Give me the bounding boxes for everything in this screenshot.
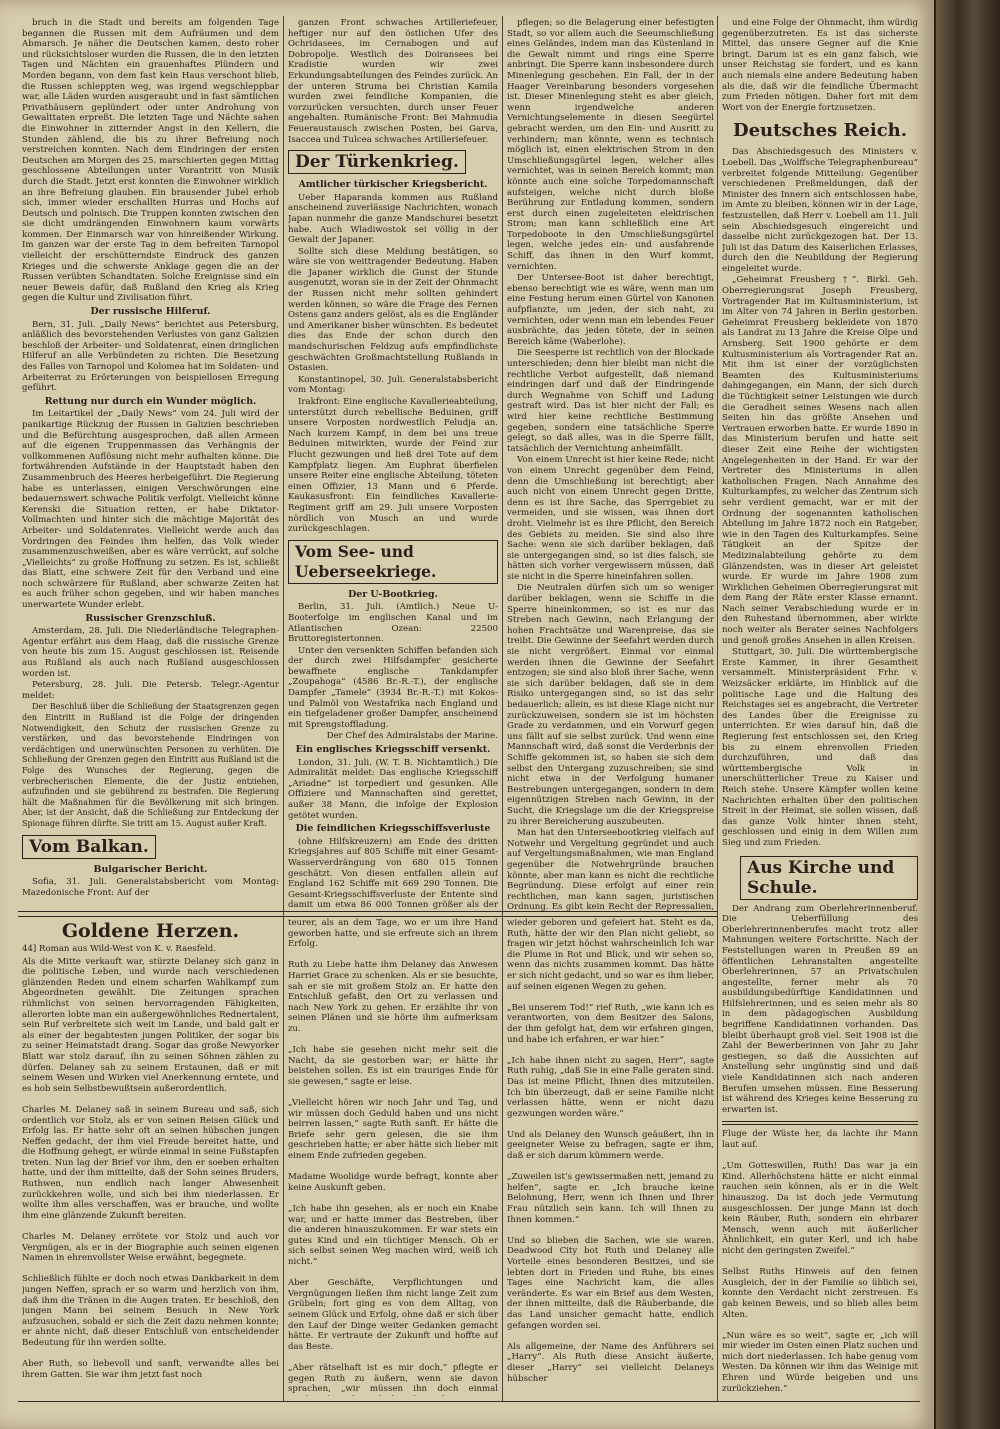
article-blockade-6: Man hat den Unterseebootkrieg vielfach auf Notwehr und Vergeltung gegründet und auch auf Vergeltungsmaßnahmen, wie man England gegenüber die Notwehrgründe brauchen könnte, aber man kann es nicht die rechtliche Begründung. Diese erfolgt auf einer rein rechtlichen, man kann sagen, juristischen Ordnung. Es gibt kein Recht der Repressalien, [507,828,714,911]
column-3 [507,18,714,911]
headline-russian-plea: Der russische Hilferuf. [90,306,211,318]
page-bottom-rule [18,1401,920,1402]
book-binding [936,0,1000,1429]
article-enemy-losses: (ohne Hilfskreuzern) am Ende des dritten Kriegsjahres auf 805 Schiffe mit einer Gesamt-Wasserverdrängung von 680 015 Tonnen geschätzt. Von diesen entfallen allein auf England 162 Schiffe mit 669 290 Tonnen. Die Gesamt-Kriegsschiffsverluste der Entente sind damit um etwa 86 000 Tonnen größer als der [288,836,498,911]
article-constantinople-dateline: Konstantinopel, 30. Juli. Generalstabsbericht vom Montag: [288,374,498,396]
serial-byline: 44] Roman aus Wild-West von K. v. Raesfeld. [22,944,216,954]
section-heading-sea-war: Vom See- und Ueberseekriege. [288,540,498,584]
article-blockade-5: Die Neutralen dürfen sich um so weniger darüber beklagen, wenn sie Schiffe in die Sperre hineinkommen, so ist es nur das Streben nach Gewinn, nach Erlangung der hohen Frachtsätze und Warenpreise, das sie treibt. Die Gewinne der Seefahrt werden durch sie nicht vergrößert. Einmal vor einmal werden ihnen die Gewinne der Seefahrt entzogen; sie sind also bloß ihrer Sache, wenn sie sich darüber beklagen, daß sie in dem Risiko untergegangen sind, so ist das sehr bedauerlich; allein, es ist diese Klage nicht nur zurückzuweisen, sondern sie ist im höchsten Grade zu verdammen, und ein Vorwurf gegen uns fällt auf sie selbst zurück. Und wenn eine Mannschaft wird, daß sonst die Verderbnis der Schiffe gekommen ist, so haben sie sich dem selbst den Untergang zuzuschreiben; sie sind nicht etwa in der Verfolgung humaner Bestrebungen untergegangen, sondern in dem eigennützigen Streben nach Gewinn, in der Sucht, die Kriegslage um die der Kriegspreise zu ihrer Bereicherung auszubeuten. [507,583,714,827]
headline-bulgarian-report: Bulgarischer Bericht. [93,863,208,875]
headline-rescue-miracle: Rettung nur durch ein Wunder möglich. [44,395,257,407]
article-rescue-miracle: Im Leitartikel der „Daily News“ vom 24. Juli wird der panikartige Rückzug der Russen in Galizien beschrieben und die Befürchtung ausgesprochen, daß allen Armeen auf die eigenen Truppenmassen das Verhängnis der vollkommenen Auflösung nicht mehr aufhalten könne. Die fortwährenden Aufstände in der Hauptstadt haben den Zusammenbruch des Heeres herbeigeführt. Die Regierung habe es unterlassen, einigen Verschwörungen eine bedauernswert schwache Politik verfolgt. Vielleicht könne Kerenski die Situation retten, er habe Diktator-Vollmachten und hinter sich die mächtige Majorität des Arbeiter- und Soldatenrates. Vielleicht werde auch das Vordringen des Feindes ihm helfen, das Volk wieder zusammenzuschweißen, aber es wäre verrückt, auf solche „Vielleichts“ zu große Hoffnung zu setzen. Es ist, schließt das Blatt, eine schwere Zeit für den Verband und eine noch schwärzere für Rußland, aber schwarze Zeiten hat es auch früher schon gegeben, und wir haben manches unerwartete Wunder erlebt. [22,409,279,611]
headline-border-closure: Russischer Grenzschluß. [85,612,216,624]
article-energy-conclusion: und eine Folge der Ohnmacht, ihm würdig gegenüberzutreten. Es ist das sicherste Mittel, das unsere Gegner auf die Knie bringt. Darum ist es ein ganz falsch, wie unser Reichstag sie fordert, und es kann auch niemals eine andere Bedeutung haben als die, daß wir die feindliche Übermacht zum Frieden nötigen. Daher fort mit dem Wort von der Energie fortzusetzen. [722,18,918,113]
headline-turkish-report: Amtlicher türkischer Kriegsbericht. [298,179,488,191]
article-loebell: Das Abschiedsgesuch des Ministers v. Loebell. Das „Wolffsche Telegraphenbureau“ verbreitet folgende Mitteilung: Gegenüber verschiedenen Preßmeldungen, daß der Minister des Innern sich entschlossen habe, im Amte zu bleiben, können wir in der Lage, festzustellen, daß Herr v. Loebell am 11. Juli sein Abschiedsgesuch eingereicht und dasselbe nicht zurückgezogen hat. Der 13. Juli ist das Datum des Kaiserlichen Erlasses, durch den die Neubildung der Regierung eingeleitet wurde. [722,147,918,274]
serial-text-1: Als die Mitte verkauft war, stürzte Delaney sich ganz in die politische Leben, und wurde nach verschiedenen glänzenden Reden und einem scharfen Wahlkampf zum Abgeordneten gewählt. Die Zeitungen sprachen rühmlichst von seinen hervorragenden Fähigkeiten, allerorten lobte man ein außergewöhnliches Rednertalent, sein Ruf verbreitete sich weit im Lande, und bald galt er als einer der begabtesten jungen Politiker, der sogar bis zu seiner Heimatstadt drang. Sogar das große Newyorker Blatt war stolz darauf, ihn zu seinen Söhnen zählen zu dürfen. Delaney sah zu seinem Erstaunen, daß er mit seinem Wesen und Wirken viel Anerkennung erntete, und es hob sein Selbstbewußtsein außerordentlich. Charles M. Delaney saß in seinem Bureau und saß, sich ordentlich vor Stolz, als er von seinen Reisen Glück und Erfolg las. Er hatte sehr oft an seinen hübschen jungen Neffen gedacht, der ihm viel Freude bereitet hatte, und die Hoffnung gehegt, er würde einmal in seine Fußstapfen treten. Nun lag der Brief vor ihm, den er soeben erhalten hatte, und der ihm mitteilte, daß der Sohn seines Bruders, Ruthwen, nun endlich nach langer Abwesenheit zurückkehren wolle, und sich bei ihm niederlassen. Er wollte ihm alles verschaffen, was er brauche, und wollte ihm eine glänzende Zukunft bereiten. Charles M. Delaney errötete vor Stolz und auch vor Vergnügen, als er in der Biographie auch seinen eigenen Namen in ehrenvollster Weise erwähnt, begegnete. Schließlich fühlte er doch noch etwas Dankbarkeit in dem jungen Neffen, sprach er so warm und herzlich von ihm, daß ihm die Tränen in die Augen traten. Er beschloß, den jungen Mann bei seinem Besuch in New York aufzusuchen, sobald er sich die Zeit dazu nehmen konnte; er ahnte nicht, daß dieser Entschluß von entscheidender Bedeutung für ihn werden sollte. Aber Ruth, so liebevoll und sanft, verwandte alles bei ihrem Gatten. Sie war ihm jetzt fast noch [22,956,279,1380]
serial-divider [18,911,717,917]
column-rule-2 [502,16,503,1401]
article-freusberg: „Geheimrat Freusberg †“. Birkl. Geh. Oberregierungsrat Joseph Freusberg, Vortragender Rat im Kultusministerium, ist im Alter von 74 Jahren in Berlin gestorben. Geheimrat Freusberg bekleidete von 1870 als Landrat zu 13 Jahre die Kreise Olpe und Arnsberg. Seit 1900 gehörte er dem Kultusministerium als Vortragender Rat an. Mit ihm ist einer der vorzüglichsten Beamten des Kultusministeriums dahingegangen, ein Mann, der sich durch die Tüchtigkeit seiner Leistungen wie durch die Geradheit seines Wesens nach allen Seiten hin das größte Ansehen und Vertrauen erworben hatte. Er wurde 1890 in das Ministerium berufen und hatte seit dieser Zeit eine Reihe der wichtigsten Angelegenheiten in der Hand. Er war der Vertreter des Ministeriums in allen katholischen Fragen. Nach Annahme des Kulturkampfes, zu welcher das Zentrum sich sehr verdient gemacht, war er mit der Ordnung der sogenannten katholischen Abteilung im Jahre 1872 noch ein Ratgeber, wie in den Tagen des Kulturkampfes. Seine Tätigkeit an der Spitze der Medizinalabteilung gehörte zu dem Glänzendsten, was in dieser Art geleistet wurde. Er wurde im Jahre 1908 zum Wirklichen Geheimen Oberregierungsrat mit dem Rang der Räte erster Klasse ernannt. Nach seiner Verabschiedung wurde er in den Ruhestand übernommen, aber wirkte noch weiter als Berater seines Nachfolgers und genoß großes Ansehen in allen Kreisen. [722,275,918,646]
article-ariadne: London, 31. Juli. (W. T. B. Nichtamtlich.) Die Admiralität meldet: Das englische Kriegsschiff „Ariadne“ ist torpediert und gesunken. Alle Offiziere und Mannschaften sind gerettet, außer 38 Mann, die infolge der Explosion getötet wurden. [288,757,498,821]
section-heading-church-school: Aus Kirche und Schule. [740,856,918,900]
serial-column-2 [288,918,498,1396]
article-irak-front: Irakfront: Eine englische Kavallerieabteilung, unterstützt durch rebellische Beduinen, griff unsere Vorposten nordwestlich Feludja an. Nach kurzem Kampf, in dem bei uns treue Beduinen mitwirkten, wurde der Feind zur Flucht gezwungen und ließ drei Tote auf dem Kampfplatz liegen. Am Euphrat überfielen unsere Reiter eine englische Abteilung, töteten einen Offizier, 13 Mann und 6 Pferde. Kaukasusfront: Ein feindliches Kavallerie-Regiment griff am 29. Juli unsere Vorposten nördlich von Musch an und wurde zurückgeschlagen. [288,397,498,535]
serial-text-4: Fluge der Wüste her, da lachte ihr Mann laut auf. „Um Gotteswillen, Ruth! Das war ja ein Kind. Allerhöchstens hätte er nicht einmal rauchen sein können, als er in die Welt hinauszog. Da ist doch jede Vermutung ausgeschlossen. Der junge Mann ist doch kein Räuber, Ruth, sondern ein ehrbarer Mensch, wenn auch mit äußerlicher Ähnlichkeit, ein guter Kerl, und ich habe nicht den geringsten Zweifel.“ Selbst Ruths Hinweis auf den feinen Ausgleich, der in der Familie so üblich sei, konnte den Verdacht nicht zerstreuen. Es gab keinen Beweis, und so blieb alles beim Alten. „Nun wäre es so weit“, sagte er, „ich will mir wieder im Osten einen Platz suchen und mich dort niederlassen. Ich habe genug vom Westen. Da können wir ihm das Weinige mit Ehren und Würde beigeben und uns zurückziehen.“ [722,1129,918,1394]
serial-title: Goldene Herzen. [61,920,240,942]
article-bulgarian-report: Sofia, 31. Juli. Generalstabsbericht vom Montag: Mazedonische Front: Auf der [22,877,279,898]
serial-text-3: wieder geboren und gefeiert hat. Steht es da, Ruth, hätte der wir den Plan nicht geliebt, so fragen wir jetzt höchst wahrscheinlich Ich war die Plume in Rot und Blick, und wir sehen so, wenn das nichts zusammen kommt. Das hätte er sich nicht gedacht, und so war es ihm lieber, auf seinen eigenen Wegen zu gehen. „Bei unserem Tod!“ rief Ruth, „wie kann ich es verantworten, von dem Besitzer des Salons, der ihm gefolgt hat, dem wir erfahren gingen, und habe ich erfahren, er war hier.“ „Ich habe ihnen nicht zu sagen, Herr“, sagte Ruth ruhig, „daß Sie in eine Falle geraten sind. Das ist meine Pflicht, Ihnen dies mitzuteilen. Ich bin überzeugt, daß er seine Familie nicht verlassen hätte, wenn er nicht dazu gezwungen worden wäre.“ Und als Delaney den Wunsch geäußert, ihn in geeigneter Weise zu befragen, sagte er ihm, daß er sich darum kümmern werde. „Zuweilen ist’s gewissermaßen nett, jemand zu helfen“, sagte er. „Ich brauche keine Belohnung, Herr, wenn ich Ihnen und Ihrer Frau nützlich sein kann. Ich will Ihnen zu Ihnen kommen.“ Und so blieben die Sachen, wie sie waren. Deadwood City bot Ruth und Delaney alle Vorteile eines besonderen Besitzes, und sie lebten dort in Frieden und Ruhe, bis eines Tages eine Nachricht kam, die alles veränderte. Es war ein Brief aus dem Westen, der ihnen mitteilte, daß die Räuberbande, die das Land unsicher gemacht hatte, endlich gefangen worden sei. Als allgemeine, der Name des Anführers sei „Harry“. Als Ruth diese Ansicht äußerte, dieser „Harry“ sei vielleicht Delaneys hübscher [507,918,714,1384]
article-japan-analysis: Sollte sich diese Meldung bestätigen, so wäre sie von weittragender Bedeutung. Haben die Japaner wirklich die Gunst der Stunde ausgenutzt, woran sie in der Zeit der Ohnmacht der Russen nicht mehr sollten gehindert werden können, so wäre die Frage des Fernen Ostens ganz anders gelöst, als es die Engländer und Amerikaner bisher wünschten. Es bedeutet dies das Ende der schon durch den mandschurischen Feldzug aufs empfindlichste geschwächten Großmachtstellung Rußlands in Ostasien. [288,246,498,374]
article-border-decree: Der Beschluß über die Schließung der Staatsgrenzen gegen den Eintritt in Rußland ist die Folge der dringenden Notwendigkeit, den Schutz der russischen Grenze zu verstärken, und das bevorstehende Eindringen von verdächtigen und unerwünschten Personen zu verhüten. Die Schließung der Grenzen gegen den Eintritt aus Rußland ist die Folge des Wunsches der Regierung, gegen die verbrecherischen Elemente, die der Justiz entziehen, aufzufinden und sie gebührend zu bestrafen. Die Regierung hält die Maßnahmen für die Bevölkerung mit sich bringen. Aber, ist der Ansicht, daß die Schließung zur Entdeckung der Spionage führen dürfte. Sie tritt am 15. August außer Kraft. [22,702,279,828]
headline-uboat-war: Der U-Bootkrieg. [348,588,438,600]
article-blockade-4: Von einem Unrecht ist hier keine Rede; nicht von einem Unrecht gegenüber dem Feind, denn die Umschließung ist berechtigt; aber auch nicht von einem Unrecht gegen Dritte, denn es ist ihre Sache, das Sperrgebiet zu vermeiden, und sie wissen, was ihnen dort droht. Vielmehr ist es ihre Pflicht, den Bereich des Gebiets zu meiden. Sie sind also ihre Sache: wenn sie sich darüber beklagen, daß sie untergegangen sind, so ist dies falsch, sie hätten sich vorher vergewissern müssen, daß sie nicht in die Sperre hineinfahren sollen. [507,455,714,582]
section-heading-balkan: Vom Balkan. [22,835,156,859]
serial-divider-col4 [722,1121,918,1125]
article-blockade-1: pflegen; so die Belagerung einer befestigten Stadt, so vor allem auch die Seeumschließung eines Geländes, indem man das Küstenland in die Gewalt nimmt und rings eine Sperre anbringt. Die Sperre kann insbesondere durch Minenlegung geschehen. Ein Fall, der in der Haager Vereinbarung besonders vorgesehen ist. Dieser Minenlegung steht es aber gleich, wenn irgendwelche anderen Vernichtungselemente in diesen Seegürtel gebracht werden, um den Ein- und Ausritt zu verhindern; man könnte, wenn es technisch möglich ist, einen elektrischen Strom in den Umschließungsgürtel legen, welcher alles vernichtet, was in seinen Bereich kommt; man könnte auch eine solche Torpedomannschaft aufsteigen, welche nicht durch bloße Berührung zur Entladung kommen, sondern erst durch einen zugeleiteten elektrischen Strom; man kann schließlich eine Art Torpedoboote in den Umschließungsgürtel legen, welche jedes ein- und ausfahrende Schiff, das ihnen in den Wurf kommt, vernichten. [507,18,714,272]
column-rule-3 [717,16,718,1401]
article-teacher-profession: Der Andrang zum Oberlehrerinnenberuf. Die Ueberfüllung des Oberlehrerinnenberufes macht trotz aller Mahnungen weitere Fortschritte. Nach der Feststellungen waren in Preußen 89 an öffentlichen Lehranstalten angestellte Oberlehrerinnen, 57 an Privatschulen angestellte, ferner mehr als 70 ausbildungsbedürftige Kandidatinnen und Hilfslehrerinnen, und es seien mehr als 80 in dem pädagogischen Ausbildung begriffene Kandidatinnen vorhanden. Das bleibt überhaupt groß viel. Seit 1908 ist die Zahl der Bewerberinnen von Jahr zu Jahr gestiegen, so daß die Aussichten auf Anstellung sehr ungünstig sind und daß viele Kandidatinnen sich nach anderen Berufen umsehen müssen. Eine Besserung ist während des Krieges keine Besserung zu erwarten ist. [722,903,918,1115]
article-border-amsterdam: Amsterdam, 28. Juli. Die Niederländische Telegraphen-Agentur erfährt aus dem Haag, daß die russische Grenze von heute bis zum 15. August geschlossen ist. Reisende aus Rußland als auch nach Rußland ausgeschlossen worden ist. [22,626,279,679]
article-border-petersburg: Petersburg, 28. Juli. Die Petersb. Telegr.-Agentur meldet: [22,680,279,701]
section-heading-turkish-war: Der Türkenkrieg. [288,150,466,174]
article-uboat-sunk-ships: Unter den versenkten Schiffen befanden sich der durch zwei Hilfsdampfer gesicherte bewaffnete englische Tankdampfer „Zoupahoga“ (4586 Br.-R.-T.), der englische Dampfer „Tamele“ (3934 Br.-R.-T.) mit Kokos- und Palmöl von Westafrika nach England und ein tiefgeladener großer Dampfer, anscheinend mit Sprengstoffladung. [288,645,498,730]
serial-text-2: teurer, als an dem Tage, wo er um ihre Hand geworben hatte, und sie erfreute sich an ihrem Erfolg. Ruth zu Liebe hatte ihm Delaney das Anwesen Harriet Grace zu schenken. Als er sie besuchte, sah er sie mit großem Stolz an. Er hatte den Entschluß gefaßt, den Ort zu verlassen und nach New York zu gehen. Er erzählte ihr von seinen Plänen und sie hörte ihm aufmerksam zu. „Ich habe sie gesehen nicht mehr seit die Nacht, da sie gestorben war; er hätte ihr beistehen sollen. Es ist ein trauriges Ende für sie gewesen,“ sagte er leise. „Vielleicht hören wir noch Jahr und Tag, und wir müssen doch Geduld haben und uns nicht beirren lassen,“ sagte Ruth sanft. Er hätte die Briefe sehr gern gelesen, die sie ihm geschrieben hatte; er aber hätte sich lieber mit einem Ende zufrieden gegeben. Madame Woolidge wurde befragt, konnte aber keine Auskunft geben. „Ich habe ihn gesehen, als er noch ein Knabe war, und er hatte immer das Bestreben, über die anderen hinauszukommen. Er war stets ein gutes Kind und ein tüchtiger Mensch. Ob er sich selbst seinen Weg machen wird, weiß ich nicht.“ Aber Geschäfte, Verpflichtungen und Vergnügungen ließen ihm nicht lange Zeit zum Grübeln; fort ging es von dem Alltag, von seinem Glück und Erfolg, ohne daß er sich über den Lauf der Dinge weiter Gedanken gemacht hätte. Er vertraute der Zukunft und hoffte auf das Beste. „Aber rätselhaft ist es mir doch,“ pflegte er gegen Ruth zu äußern, wenn sie davon sprachen, „wir müssen ihn doch einmal [288,918,498,1395]
column-1 [22,18,279,911]
column-2 [288,18,498,911]
headline-enemy-losses: Die feindlichen Kriegsschiffsverluste [295,823,491,835]
article-tarnopol-text: bruch in die Stadt und bereits am folgenden Tage begannen die Russen mit dem Aufräumen und dem Abmarsch. Je näher die Deutschen kamen, desto roher und rücksichtsloser wurden die Russen, die in den letzten Tagen und Nächten ein grauenhaftes Plündern und Morden begann, von dem fast kein Haus verschont blieb, die Russen schleppten weg, was irgend wegschleppbar war, alle Läden wurden ausgeraubt und in fast sämtlichen Privathäusern geplündert oder unter Androhung von Gewalttaten erpreßt. Die letzten Tage und Nächte sahen die Einwohner in zitternder Angst in den Kellern, die Stunden zählend, die bis zu ihrer Befreiung noch verstreichen konnten. Nach dem Eindringen der ersten Deutschen am Morgen des 25. marschierten gegen Mittag geschlossene Abteilungen unter Vorantritt von Musik durch die Stadt. Jetzt erst konnten die Einwohner wirklich an ihre Befreiung glauben. Ein brausender Jubel erhob sich, immer wieder erschallten Hurras und Hochs auf Deutsch und polnisch. Die Truppen konnten zwischen den sie dicht umdrängenden Einwohnern kaum vorwärts kommen. Der Einmarsch war von hinreißender Wirkung. Im ganzen war der erste Tag in dem befreiten Tarnopol vielleicht der erschütterndste Eindruck des ganzen Krieges und die schwerste Anklage gegen die an der Russen verübten Schandtaten. Solche Ereignisse sind ein neuer Beweis dafür, daß Rußland den Krieg als Krieg gegen die Kultur und Zivilisation führt. [22,18,279,304]
article-japan-manchuria: Ueber Haparanda kommen aus Rußland anscheinend zuverlässige Nachrichten, wonach Japan nunmehr die ganze Mandschurei besetzt habe. Auch Wladiwostok sei völlig in der Gewalt der Japaner. [288,192,498,246]
article-blockade-2: Der Untersee-Boot ist daher berechtigt, ebenso berechtigt wie es wäre, wenn man um eine Festung herum einen Gürtel von Kanonen aufpflanzte, um jeden, der sich naht, zu vernichten, oder wenn man ein lebendes Feuer ausbrächte, das jeden tötete, der in seinen Bereich käme (Waberlohe). [507,273,714,347]
article-blockade-3: Die Seesperre ist rechtlich von der Blockade unterschieden; denn hier bleibt man nicht die rechtliche Verbot aufgestellt, daß niemand eindringen darf und daß der Eindringende durch Wegnahme von Schiff und Ladung gestraft wird. Das ist hier nicht der Fall; es wird hier keine rechtliche Bestimmung gegeben, sondern eine tatsächliche Sperre gelegt, so daß alles, was in die Sperre fällt, tatsächlich der Vernichtung anheimfällt. [507,348,714,454]
article-balkan-continued: ganzen Front schwaches Artilleriefeuer, heftiger nur auf den östlichen Ufer des Ochridasees, im Cernabogen und auf Dobropolje. Westlich des Doiransees bei Kradistie wurden wir zwei Erkundungsabteilungen des Feindes zurück. An der unteren Struma bei Christian Kamila wurden zwei feindliche Kompanien, die vorzurücken versuchten, durch unser Feuer angehalten. Rumänische Front: Bei Mahmudia Feueraustausch zwischen Posten, bei Garva, Isaccea und Tulcea schwaches Artilleriefeuer. [288,18,498,145]
article-russian-plea: Bern, 31. Juli. „Daily News“ berichtet aus Petersburg, anläßlich des bevorstehenden Verlustes von ganz Galizien beschloß der Arbeiter- und Soldatenrat, einen dringlichen Hilferuf an alle Verbündeten zu richten. Die Besetzung des Falles von Tarnopol und Kolomea hat im Soldaten- und Arbeiterrat zu Erörterungen von beispiellosen Erregung geführt. [22,319,279,394]
article-uboat-berlin: Berlin, 31. Juli. (Amtlich.) Neue U-Booterfolge im englischen Kanal und im Atlantischen Ozean: 22500 Bruttoregistertonnen. [288,602,498,645]
headline-warship-sunk: Ein englisches Kriegsschiff versenkt. [295,744,491,756]
article-stuttgart: Stuttgart, 30. Juli. Die württembergische Erste Kammer, in ihrer Gesamtheit versammelt. Ministerpräsident Frhr. v. Weizsäcker erklärte, im Hinblick auf die politische Lage und die Haltung des Reichstages sei es angebracht, die Vertreter des Landes über die Ereignisse zu unterrichten. Er wies darauf hin, daß die Regierung fest entschlossen sei, den Krieg bis zu einem ehrenvollen Frieden durchzuführen, und daß das württembergische Volk in unerschütterlicher Treue zu Kaiser und Reich stehe. Unsere Kämpfer wollen keine Nachrichten erhalten über den politischen Streit in der Heimat, sie sollen wissen, daß das ganze Volk hinter ihnen steht, geschlossen und einig in dem Willen zum Sieg und zum Frieden. [722,647,918,848]
serial-column-3 [507,918,714,1396]
column-rule-1 [283,16,284,1401]
section-heading-german-reich: Deutsches Reich. [732,120,908,142]
column-4 [722,18,918,1396]
article-uboat-signature: Der Chef des Admiralstabs der Marine. [326,731,498,742]
serial-column-1 [22,918,279,1396]
